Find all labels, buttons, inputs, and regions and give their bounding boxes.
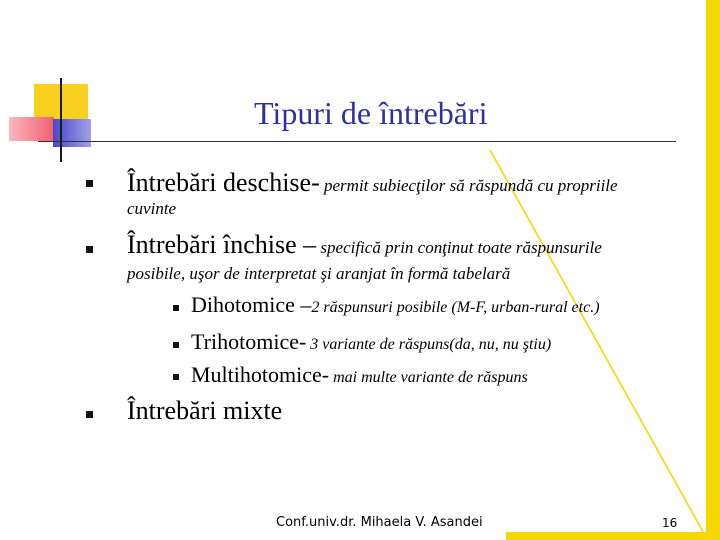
subitem-desc: 3 variante de răspuns(da, nu, nu ştiu) <box>306 336 552 353</box>
item-desc-cont: cuvinte <box>127 199 177 218</box>
subitem-desc: mai multe variante de răspuns <box>329 369 528 386</box>
subitem-dichotomous <box>191 292 600 318</box>
item-desc: specifică prin conţinut toate răspunsurile <box>316 238 602 257</box>
item-closed-questions <box>127 230 602 260</box>
slide-title: Tipuri de întrebări <box>254 95 488 131</box>
item-desc: permit subiecţilor să răspundă cu propriile <box>319 176 618 195</box>
sub-bullet <box>173 305 179 311</box>
item-term: Întrebări închise – <box>127 230 317 259</box>
sub-bullet <box>173 342 179 348</box>
subitem-trichotomous <box>191 329 551 355</box>
bullet <box>86 246 93 253</box>
page-number: 16 <box>662 516 678 530</box>
sub-bullet <box>173 374 179 380</box>
subitem-multichotomous <box>191 362 528 388</box>
subitem-term: Trihotomice- <box>191 329 307 354</box>
subitem-desc: 2 răspunsuri posibile (M-F, urban-rural etc.) <box>311 299 600 316</box>
subitem-term: Dihotomice – <box>191 292 312 317</box>
item-desc-cont: posibile, uşor de interpretat şi aranjat în formă tabelară <box>127 264 511 283</box>
item-mixed-questions: Întrebări mixte <box>127 396 283 425</box>
subitem-term: Multihotomice- <box>191 362 330 387</box>
footer-author: Conf.univ.dr. Mihaela V. Asandei <box>276 515 483 530</box>
item-open-questions <box>127 168 618 198</box>
bullet <box>86 411 93 418</box>
bullet <box>86 180 93 187</box>
item-term: Întrebări deschise- <box>127 168 320 197</box>
